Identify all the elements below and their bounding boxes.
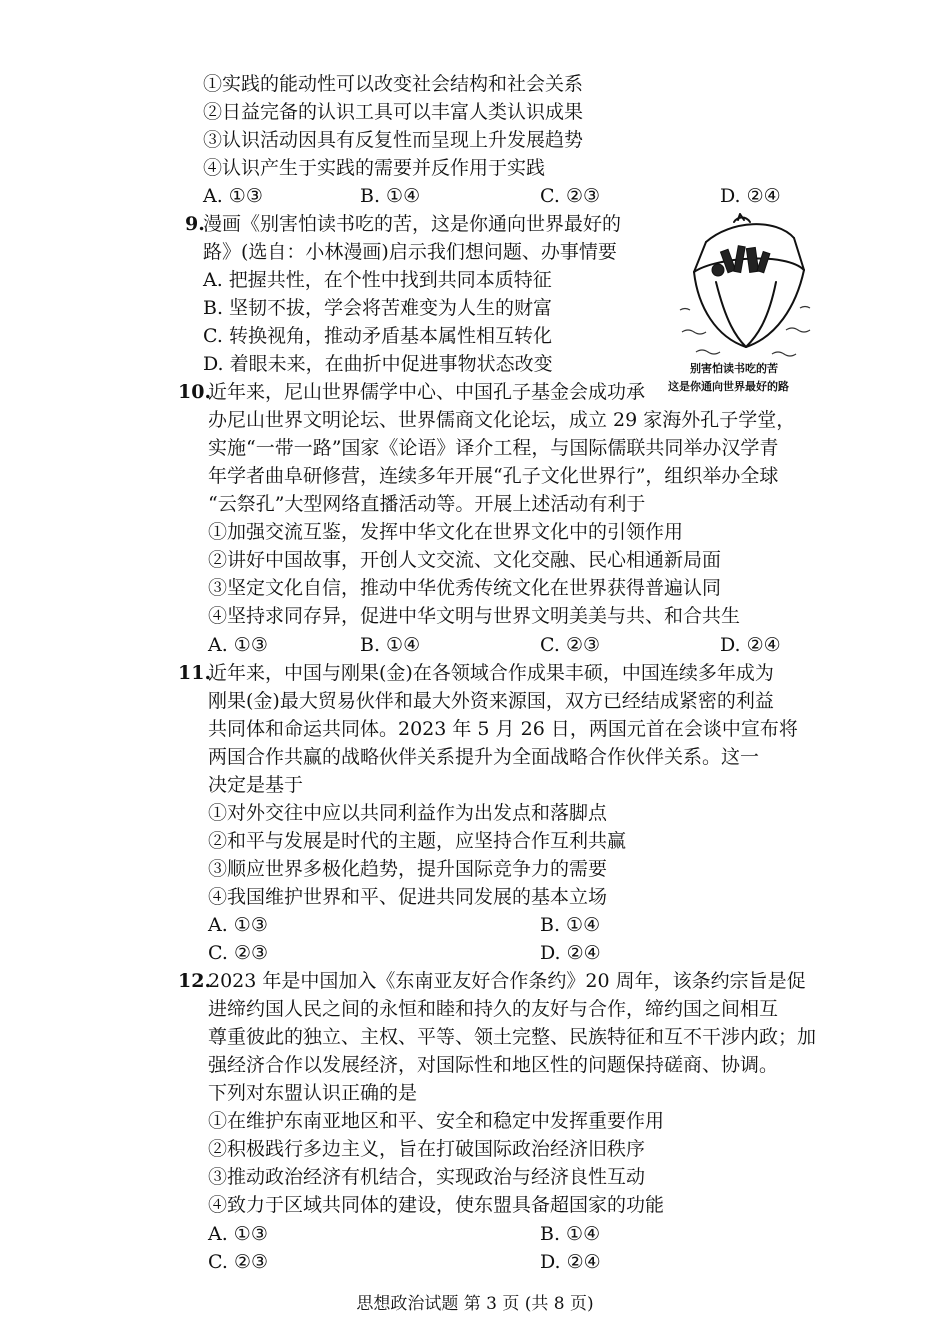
- q10-option-a: A. ①③: [208, 634, 268, 656]
- q9-stem-line-2: 路》(选自：小林漫画)启示我们想问题、办事情要: [203, 241, 617, 263]
- q12-option-c: C. ②③: [208, 1251, 269, 1273]
- q10-statement-3: ③坚定文化自信，推动中华优秀传统文化在世界获得普遍认同: [208, 577, 722, 599]
- cartoon-caption-line-2: 这是你通向世界最好的路: [668, 380, 789, 393]
- q11-statement-1: ①对外交往中应以共同利益作为出发点和落脚点: [208, 802, 608, 824]
- q11-statement-3: ③顺应世界多极化趋势，提升国际竞争力的需要: [208, 858, 608, 880]
- page-footer: 思想政治试题 第 3 页 (共 8 页): [356, 1294, 594, 1314]
- q9-number: 9.: [185, 213, 205, 235]
- q10-statement-1: ①加强交流互鉴，发挥中华文化在世界文化中的引领作用: [208, 521, 684, 543]
- q11-stem-line-1: 近年来，中国与刚果(金)在各领域合作成果丰硕，中国连续多年成为: [208, 662, 774, 684]
- q9-choice-d: D. 着眼未来，在曲折中促进事物状态改变: [203, 353, 553, 375]
- q12-statement-3: ③推动政治经济有机结合，实现政治与经济良性互动: [208, 1166, 646, 1188]
- q12-stem-line-4: 强经济合作以发展经济，对国际性和地区性的问题保持磋商、协调。: [208, 1054, 779, 1076]
- q12-number: 12.: [178, 970, 212, 992]
- q10-option-c: C. ②③: [540, 634, 601, 656]
- q11-option-c: C. ②③: [208, 942, 269, 964]
- q9-choice-a: A. 把握共性，在个性中找到共同本质特征: [203, 269, 552, 291]
- q10-statement-4: ④坚持求同存异，促进中华文明与世界文明美美与共、和合共生: [208, 605, 741, 627]
- q11-stem-line-2: 刚果(金)最大贸易伙伴和最大外资来源国，双方已经结成紧密的利益: [208, 690, 774, 712]
- cartoon-caption-line-1: 别害怕读书吃的苦: [690, 362, 778, 375]
- cartoon-boat-of-books: [676, 212, 816, 362]
- q8-option-a: A. ①③: [203, 185, 263, 207]
- q11-option-a: A. ①③: [208, 914, 268, 936]
- q11-statement-4: ④我国维护世界和平、促进共同发展的基本立场: [208, 886, 608, 908]
- q11-stem-line-3: 共同体和命运共同体。2023 年 5 月 26 日，两国元首在会谈中宣布将: [208, 718, 798, 740]
- q10-option-d: D. ②④: [720, 634, 781, 656]
- q8-statement-3: ③认识活动因具有反复性而呈现上升发展趋势: [203, 129, 584, 151]
- q12-statement-2: ②积极践行多边主义，旨在打破国际政治经济旧秩序: [208, 1138, 646, 1160]
- q9-choice-c: C. 转换视角，推动矛盾基本属性相互转化: [203, 325, 552, 347]
- q10-statement-2: ②讲好中国故事，开创人文交流、文化交融、民心相通新局面: [208, 549, 722, 571]
- q10-number: 10.: [178, 381, 212, 403]
- q9-stem-line-1: 漫画《别害怕读书吃的苦，这是你通向世界最好的: [203, 213, 622, 235]
- q8-option-b: B. ①④: [360, 185, 421, 207]
- q8-statement-2: ②日益完备的认识工具可以丰富人类认识成果: [203, 101, 584, 123]
- q11-stem-line-5: 决定是基于: [208, 774, 304, 796]
- q10-stem-line-1: 近年来，尼山世界儒学中心、中国孔子基金会成功承: [208, 381, 646, 403]
- q10-option-b: B. ①④: [360, 634, 421, 656]
- q11-number: 11.: [178, 662, 212, 684]
- q10-stem-line-5: “云祭孔”大型网络直播活动等。开展上述活动有利于: [208, 493, 646, 515]
- q12-statement-1: ①在维护东南亚地区和平、安全和稳定中发挥重要作用: [208, 1110, 665, 1132]
- q12-stem-line-2: 进缔约国人民之间的永恒和睦和持久的友好与合作，缔约国之间相互: [208, 998, 779, 1020]
- q8-option-d: D. ②④: [720, 185, 781, 207]
- q11-option-b: B. ①④: [540, 914, 601, 936]
- q12-stem-line-5: 下列对东盟认识正确的是: [208, 1082, 418, 1104]
- q8-option-c: C. ②③: [540, 185, 601, 207]
- q11-stem-line-4: 两国合作共赢的战略伙伴关系提升为全面战略合作伙伴关系。这一: [208, 746, 760, 768]
- q8-statement-4: ④认识产生于实践的需要并反作用于实践: [203, 157, 546, 179]
- q11-statement-2: ②和平与发展是时代的主题，应坚持合作互利共赢: [208, 830, 627, 852]
- q10-stem-line-2: 办尼山世界文明论坛、世界儒商文化论坛，成立 29 家海外孔子学堂，: [208, 409, 796, 431]
- q12-stem-line-3: 尊重彼此的独立、主权、平等、领土完整、民族特征和互不干涉内政；加: [208, 1026, 817, 1048]
- q9-choice-b: B. 坚韧不拔，学会将苦难变为人生的财富: [203, 297, 553, 319]
- q8-statement-1: ①实践的能动性可以改变社会结构和社会关系: [203, 73, 584, 95]
- q10-stem-line-4: 年学者曲阜研修营，连续多年开展“孔子文化世界行”，组织举办全球: [208, 465, 779, 487]
- q12-option-b: B. ①④: [540, 1223, 601, 1245]
- q12-option-d: D. ②④: [540, 1251, 601, 1273]
- q10-stem-line-3: 实施“一带一路”国家《论语》译介工程，与国际儒联共同举办汉学青: [208, 437, 779, 459]
- q11-option-d: D. ②④: [540, 942, 601, 964]
- q12-stem-line-1: 2023 年是中国加入《东南亚友好合作条约》20 周年，该条约宗旨是促: [208, 970, 806, 992]
- q12-statement-4: ④致力于区域共同体的建设，使东盟具备超国家的功能: [208, 1194, 665, 1216]
- q12-option-a: A. ①③: [208, 1223, 268, 1245]
